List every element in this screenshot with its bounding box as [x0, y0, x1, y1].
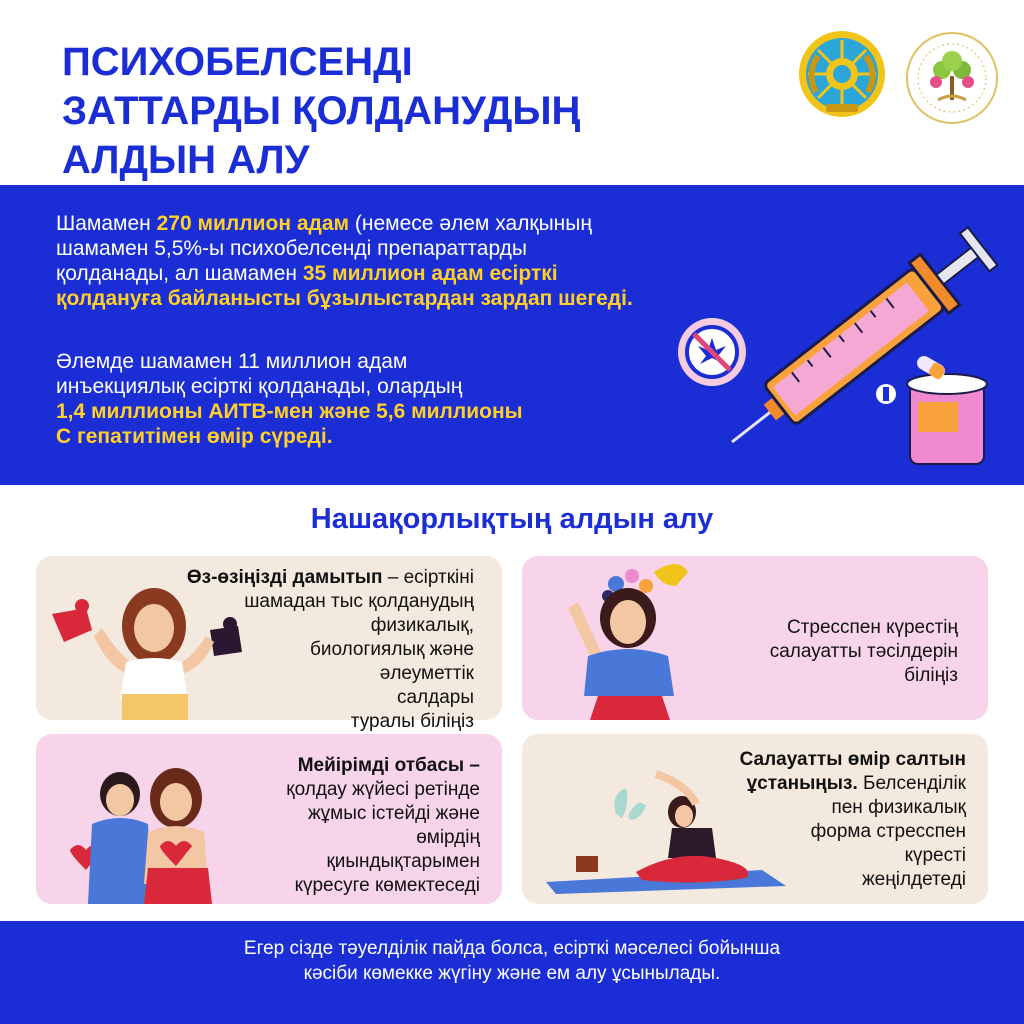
card-healthy-lifestyle-heading: Салауатты өмір салтын	[739, 749, 966, 770]
plant-icon	[614, 788, 627, 818]
card-stress-coping	[522, 556, 988, 720]
card-stress-coping-text	[770, 616, 958, 688]
card-text: биологиялық және	[309, 639, 474, 660]
footer-band	[0, 921, 1024, 1024]
footer-text: Егер сізде тәуелділік пайда болса, есірткі мәселесі бойынша	[243, 938, 781, 959]
card-kind-family	[36, 734, 502, 904]
card-text: күресуге көмектеседі	[294, 875, 480, 896]
intro-text: қолданады, ал шамамен	[56, 262, 303, 285]
intro-text: Шамамен	[56, 212, 157, 235]
card-text: физикалық,	[370, 615, 474, 636]
intro-text: (немесе әлем халқының	[349, 212, 592, 235]
highlight-35m: 35 миллион адам есірткі	[302, 262, 558, 285]
card-self-development-heading: Өз-өзіңізді дамытып	[186, 567, 383, 588]
card-kind-family-text	[286, 754, 480, 898]
card-text: салауатты тәсілдерін	[769, 641, 958, 662]
card-text: Белсенділік	[857, 773, 966, 794]
card-text: пен физикалық	[831, 797, 966, 818]
page-title	[62, 38, 702, 185]
highlight-disorders: қолдануға байланысты бұзылыстардан зардап шегеді.	[56, 287, 633, 310]
card-text: қиындықтарымен	[326, 851, 480, 872]
card-text: жеңілдетеді	[861, 869, 966, 890]
intro-text: Әлемде шамамен 11 миллион адам	[56, 350, 408, 373]
intro-paragraph-2	[56, 349, 776, 449]
card-text: форма стресспен	[810, 821, 966, 842]
syringe-illustration	[672, 242, 992, 470]
intro-text: шамамен 5,5%-ы психобелсенді препараттарды	[56, 237, 527, 260]
card-kind-family-heading: Мейірімді отбасы –	[297, 755, 480, 776]
card-text: өмірдің	[416, 827, 480, 848]
card-text: жұмыс істейді және	[307, 803, 480, 824]
card-self-development	[36, 556, 502, 732]
title-line-1: ПСИХОБЕЛСЕНДІ	[62, 40, 413, 84]
card-text: – есірткіні	[382, 567, 474, 588]
card-text: қолдау жүйесі ретінде	[286, 779, 480, 800]
card-text: күресті	[904, 845, 966, 866]
card-text: туралы біліңіз	[350, 711, 474, 732]
no-drugs-sign-icon	[678, 318, 746, 386]
highlight-270m: 270 миллион адам	[156, 212, 350, 235]
pill-jar-icon	[876, 353, 987, 464]
card-text: әлеуметтік	[379, 663, 474, 684]
footer-text: кәсіби көмекке жүгіну және ем алу ұсынылады.	[303, 963, 721, 984]
highlight-hepatitis: С гепатитімен өмір сүреді.	[56, 425, 333, 448]
red-puzzle-piece-icon	[52, 608, 92, 642]
tea-cup-icon	[576, 856, 598, 872]
card-healthy-lifestyle	[522, 734, 988, 904]
title-line-2: ЗАТТАРДЫ ҚОЛДАНУДЫҢ	[62, 89, 581, 133]
intro-text: инъекциялық есірткі қолданады, олардың	[56, 375, 463, 398]
family-hug-illustration	[56, 754, 256, 904]
card-text: біліңіз	[904, 665, 958, 686]
card-text: шамадан тыс қолданудың	[244, 591, 474, 612]
card-self-development-text	[187, 566, 474, 734]
card-healthy-lifestyle-text	[740, 748, 966, 892]
card-text: Стресспен күрестің	[786, 617, 958, 638]
section-title: Нашақорлықтың алдын алу	[310, 503, 714, 535]
woman-watering-flowers-illustration	[538, 546, 738, 720]
card-text: салдары	[396, 687, 474, 708]
watering-can-icon	[654, 564, 688, 586]
health-org-logo-icon	[904, 30, 1000, 126]
card-healthy-lifestyle-heading: ұстаныңыз.	[746, 773, 858, 794]
intro-paragraph-1	[56, 211, 776, 311]
title-line-3: АЛДЫН АЛУ	[62, 138, 310, 182]
state-emblem-icon	[796, 28, 888, 120]
highlight-hiv: 1,4 миллионы АИТВ-мен және 5,6 миллионы	[56, 400, 523, 423]
